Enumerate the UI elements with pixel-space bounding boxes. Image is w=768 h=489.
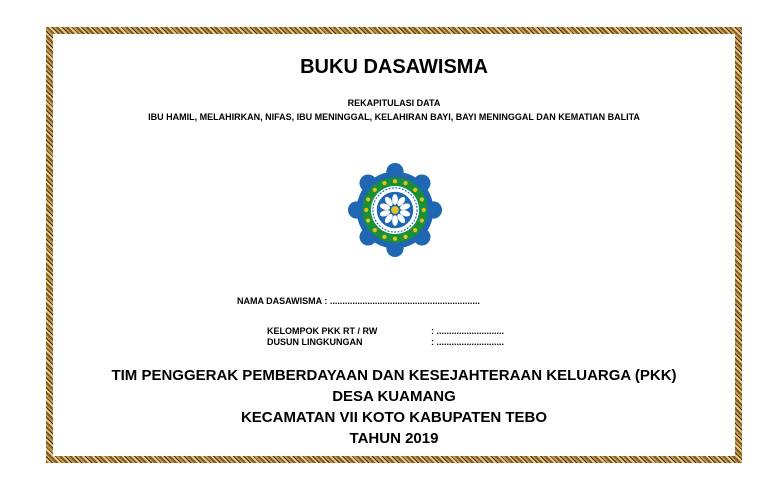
nama-dasawisma-value: ............................................................ xyxy=(329,296,480,306)
kelompok-pkk-value: : ........................... xyxy=(431,326,505,336)
kelompok-pkk-label: KELOMPOK PKK RT / RW xyxy=(267,326,378,336)
nama-dasawisma-label: NAMA DASAWISMA : xyxy=(237,296,328,306)
dusun-lingkungan-value: : ........................... xyxy=(431,337,505,347)
cover-border-frame xyxy=(46,27,742,463)
year-label: TAHUN 2019 xyxy=(349,430,439,447)
dusun-lingkungan-label: DUSUN LINGKUNGAN xyxy=(267,337,363,347)
document-subtitle-detail: IBU HAMIL, MELAHIRKAN, NIFAS, IBU MENINGGAL, KELAHIRAN BAYI, BAYI MENINGGAL DAN KEMATIAN BALITA xyxy=(148,112,640,122)
document-subtitle: REKAPITULASI DATA xyxy=(347,98,441,108)
document-title: BUKU DASAWISMA xyxy=(300,56,488,78)
district-name: KECAMATAN VII KOTO KABUPATEN TEBO xyxy=(240,409,548,426)
organization-name: TIM PENGGERAK PEMBERDAYAAN DAN KESEJAHTERAAN KELUARGA (PKK) xyxy=(111,367,677,384)
pkk-emblem-icon xyxy=(347,162,443,258)
village-name: DESA KUAMANG xyxy=(332,388,456,405)
